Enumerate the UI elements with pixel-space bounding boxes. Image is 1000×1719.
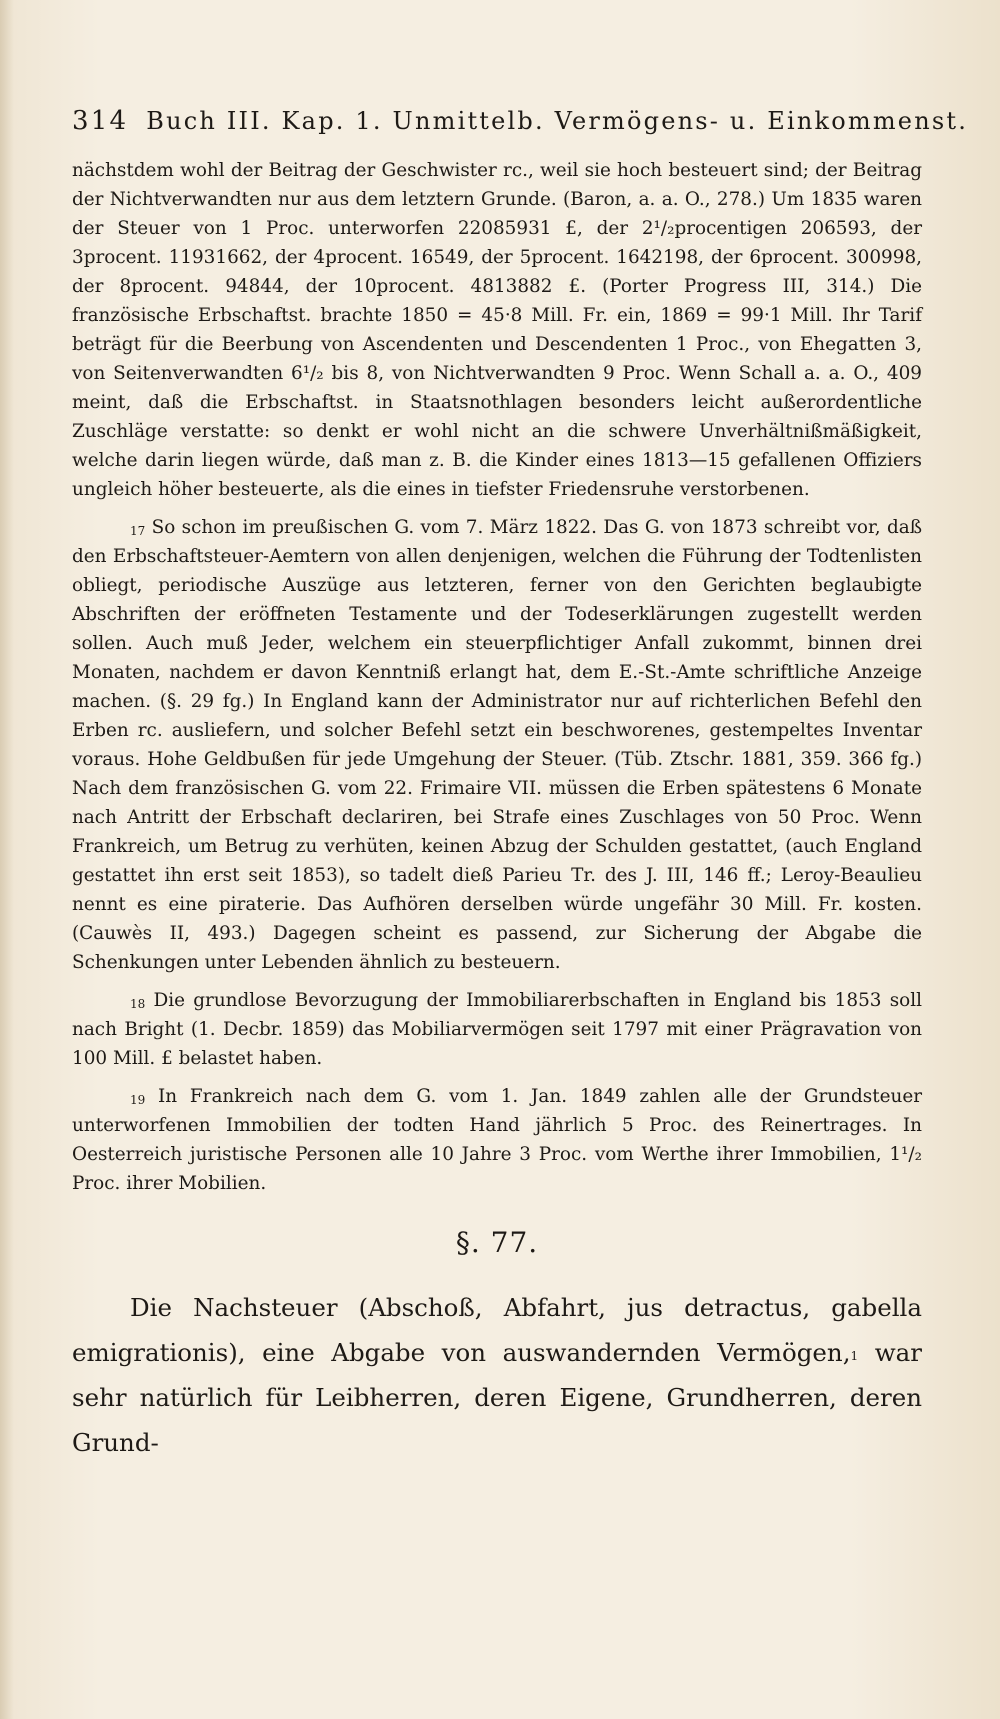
footnote-18 [72, 986, 922, 1073]
footnote-text: So schon im preußischen G. vom 7. März 1822. Das G. von 1873 schreibt vor, daß den Erbschaftsteuer-Aemtern von allen denjenigen, welchen die Führung der Todtenlisten obliegt, periodische Auszüge aus letzteren, ferner von den Gerichten beglaubigte Abschriften der eröffneten Testamente und der Todeserklärungen zugestellt werden sollen. Auch muß Jeder, welchem ein steuerpflichtiger Anfall zukommt, binnen drei Monaten, nachdem er davon Kenntniß erlangt hat, dem E.-St.-Amte schriftliche Anzeige machen. (§. 29 fg.) In England kann der Administrator nur auf richterlichen Befehl den Erben rc. ausliefern, und solcher Befehl setzt ein beschworenes, gestempeltes Inventar voraus. Hohe Geldbußen für jede Umgehung der Steuer. (Tüb. Ztschr. 1881, 359. 366 fg.) Nach dem französischen G. vom 22. Frimaire VII. müssen die Erben spätestens 6 Monate nach Antritt der Erbschaft declariren, bei Strafe eines Zuschlages von 50 Proc. Wenn Frankreich, um Betrug zu verhüten, keinen Abzug der Schulden gestattet, (auch England gestattet ihn erst seit 1853), so tadelt dieß Parieu Tr. des J. III, 146 ff.; Leroy-Beaulieu nennt es eine piraterie. Das Aufhören derselben würde ungefähr 30 Mill. Fr. kosten. (Cauwès II, 493.) Dagegen scheint es passend, zur Sicherung der Abgabe die Schenkungen unter Lebenden ähnlich zu besteuern. [72, 517, 922, 973]
footnote-text: In Frankreich nach dem G. vom 1. Jan. 1849 zahlen alle der Grundsteuer unterworfenen Immobilien der todten Hand jährlich 5 Proc. des Reinertrages. In Oesterreich juristische Personen alle 10 Jahre 3 Proc. vom Werthe ihrer Immobilien, 1¹/₂ Proc. ihrer Mobilien. [72, 1086, 922, 1194]
footnote-number: 17 [130, 524, 146, 538]
section-body-text [72, 1285, 922, 1465]
running-title: Buch III. Kap. 1. Unmittelb. Vermögens- u. Einkommenst. [146, 107, 969, 135]
footnote-19 [72, 1082, 922, 1198]
footnote-reference: 1 [850, 1349, 859, 1363]
running-header [72, 106, 969, 136]
footnote-continuation [72, 156, 922, 504]
section-heading: §. 77. [455, 1226, 539, 1259]
footnote-number: 18 [130, 997, 146, 1011]
section-text-end: war sehr natürlich für Leibherren, deren Eigene, Grundherren, deren Grund- [72, 1338, 922, 1457]
page-number: 314 [72, 106, 129, 136]
footnote-text: Die grundlose Bevorzugung der Immobiliarerbschaften in England bis 1853 soll nach Bright (1. Decbr. 1859) das Mobiliarvermögen seit 1797 mit einer Prägravation von 100 Mill. £ belastet haben. [72, 990, 922, 1069]
footnote-17 [72, 513, 922, 977]
page-spine-shadow [0, 0, 14, 1719]
footnotes [72, 156, 922, 1198]
footnote-number: 19 [130, 1093, 146, 1107]
footnote-text: nächstdem wohl der Beitrag der Geschwister rc., weil sie hoch besteuert sind; der Beitrag der Nichtverwandten nur aus dem letztern Grunde. (Baron, a. a. O., 278.) Um 1835 waren der Steuer von 1 Proc. unterworfen 22085931 £, der 2¹/₂procentigen 206593, der 3procent. 11931662, der 4procent. 16549, der 5procent. 1642198, der 6procent. 300998, der 8procent. 94844, der 10procent. 4813882 £. (Porter Progress III, 314.) Die französische Erbschaftst. brachte 1850 = 45·8 Mill. Fr. ein, 1869 = 99·1 Mill. Ihr Tarif beträgt für die Beerbung von Ascendenten und Descendenten 1 Proc., von Ehegatten 3, von Seitenverwandten 6¹/₂ bis 8, von Nichtverwandten 9 Proc. Wenn Schall a. a. O., 409 meint, daß die Erbschaftst. in Staatsnothlagen besonders leicht außerordentliche Zuschläge verstatte: so denkt er wohl nicht an die schwere Unverhältnißmäßigkeit, welche darin liegen würde, daß man z. B. die Kinder eines 1813—15 gefallenen Offiziers ungleich höher besteuerte, als die eines in tiefster Friedensruhe verstorbenen. [72, 160, 922, 500]
section-text-start: Die Nachsteuer (Abschoß, Abfahrt, jus detractus, gabella emigrationis), eine Abgabe von auswandernden Vermögen, [72, 1293, 922, 1367]
